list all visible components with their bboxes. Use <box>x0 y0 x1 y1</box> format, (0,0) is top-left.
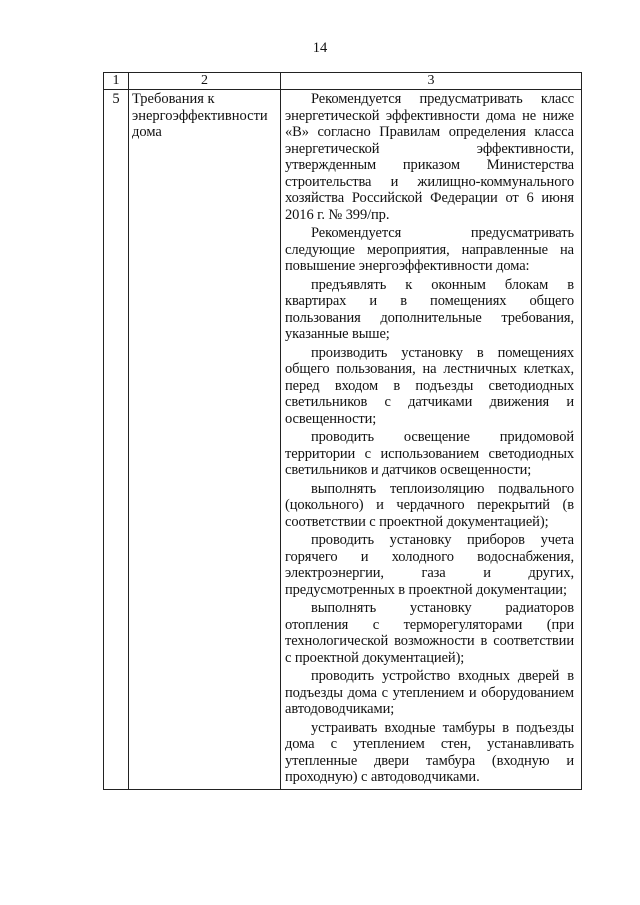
paragraph: выполнять теплоизоляцию подвального (цокольного) и чердачного перекрытий (в соответствии с проектной документацией); <box>285 480 574 530</box>
paragraph: устраивать входные тамбуры в подъезды дома с утеплением стен, устанавливать утепленные двери тамбура (входную и проходную) с автодоводчиками. <box>285 719 574 785</box>
paragraph: проводить освещение придомовой территории с использованием светодиодных светильников и датчиков освещенности; <box>285 429 574 478</box>
paragraph: выполнять установку радиаторов отопления с терморегуляторами (при технологической возможности в соответствии с проектной документацией); <box>285 600 574 666</box>
requirement-name: Требования к энергоэффективности дома <box>129 90 281 790</box>
column-header-2: 2 <box>129 73 281 90</box>
column-header-1: 1 <box>104 73 129 90</box>
table-header-row <box>104 73 582 90</box>
paragraph: проводить установку приборов учета горячего и холодного водоснабжения, электроэнергии, газа и других, предусмотренных в проектной документации; <box>285 532 574 598</box>
paragraph: Рекомендуется предусматривать следующие мероприятия, направленные на повышение энергоэффективности дома: <box>285 225 574 274</box>
requirements-table <box>103 72 582 790</box>
paragraph: производить установку в помещениях общего пользования, на лестничных клетках, перед входом в подъезды светодиодных светильников с датчиками движения и освещенности; <box>285 344 574 427</box>
row-number: 5 <box>104 90 129 790</box>
requirement-description <box>281 90 582 790</box>
table-row <box>104 90 582 790</box>
paragraph: предъявлять к оконным блокам в квартирах и в помещениях общего пользования дополнительные требования, указанные выше; <box>285 276 574 342</box>
page-number: 14 <box>312 40 328 56</box>
column-header-3: 3 <box>281 73 582 90</box>
paragraph: Рекомендуется предусматривать класс энергетической эффективности дома не ниже «B» согласно Правилам определения класса энергетической эффективности, утвержденным приказом Министерства строительства и жилищно-коммунального хозяйства Российской Федерации от 6 июня 2016 г. № 399/пр. <box>285 91 574 223</box>
paragraph: проводить устройство входных дверей в подъезды дома с утеплением и оборудованием автодоводчиками; <box>285 668 574 717</box>
